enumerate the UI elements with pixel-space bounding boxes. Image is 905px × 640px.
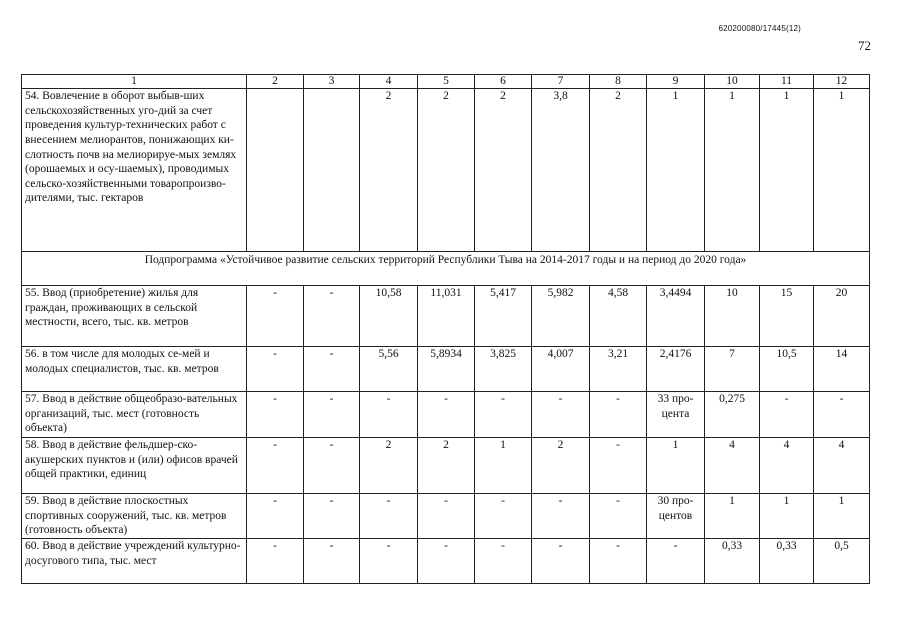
value-cell: - [304,392,360,438]
value-cell: 1 [647,438,705,494]
value-cell: - [590,539,647,584]
value-cell: 11,031 [418,286,475,347]
value-cell: 4,58 [590,286,647,347]
document-number: 620200080/17445(12) [718,24,801,33]
value-cell: - [590,494,647,539]
value-cell: 0,33 [705,539,760,584]
value-cell: 5,982 [532,286,590,347]
subprogram-title: Подпрограмма «Устойчивое развитие сельских территорий Республики Тыва на 2014-2017 годы и на период до 2020 года» [22,252,870,286]
value-cell: - [304,494,360,539]
value-cell: - [418,392,475,438]
table-row [22,392,870,438]
column-header: 5 [418,75,475,89]
table-row [22,438,870,494]
table-row [22,494,870,539]
value-cell: - [532,494,590,539]
value-cell: - [475,392,532,438]
value-cell: - [304,438,360,494]
column-header: 11 [760,75,814,89]
value-cell: - [247,347,304,392]
value-cell: - [304,347,360,392]
value-cell: - [360,494,418,539]
value-cell: 10 [705,286,760,347]
value-cell: 3,4494 [647,286,705,347]
page-number: 72 [858,38,871,53]
value-cell: - [247,494,304,539]
value-cell: - [814,392,870,438]
value-cell: 14 [814,347,870,392]
table-row [22,347,870,392]
value-cell: 2 [360,89,418,252]
column-header: 9 [647,75,705,89]
value-cell: - [532,392,590,438]
value-cell: 4,007 [532,347,590,392]
indicator-description: 59. Ввод в действие плоскостных спортивных сооружений, тыс. кв. метров (готовность объекта) [22,494,247,539]
value-cell: 1 [705,494,760,539]
column-header: 4 [360,75,418,89]
value-cell: 2 [360,438,418,494]
value-cell: 1 [814,89,870,252]
value-cell: - [247,286,304,347]
table-row [22,286,870,347]
value-cell: - [418,494,475,539]
value-cell: 1 [760,494,814,539]
value-cell: 20 [814,286,870,347]
indicator-description: 56. в том числе для молодых се-мей и молодых специалистов, тыс. кв. метров [22,347,247,392]
value-cell: 10,5 [760,347,814,392]
value-cell: 5,417 [475,286,532,347]
value-cell: - [475,539,532,584]
value-cell [304,89,360,252]
value-cell: - [247,539,304,584]
indicator-description: 55. Ввод (приобретение) жилья для граждан, проживающих в сельской местности, всего, тыс. кв. метров [22,286,247,347]
value-cell: - [247,438,304,494]
value-cell: 5,8934 [418,347,475,392]
value-cell: 0,275 [705,392,760,438]
value-cell [247,89,304,252]
value-cell: 5,56 [360,347,418,392]
column-header: 10 [705,75,760,89]
table-header-row [22,75,870,89]
value-cell: - [760,392,814,438]
column-header: 8 [590,75,647,89]
value-cell: 1 [814,494,870,539]
value-cell: 30 про-центов [647,494,705,539]
value-cell: 1 [705,89,760,252]
indicator-description: 60. Ввод в действие учреждений культурно-досугового типа, тыс. мест [22,539,247,584]
value-cell: - [360,539,418,584]
value-cell: - [532,539,590,584]
value-cell: 4 [814,438,870,494]
subprogram-row [22,252,870,286]
value-cell: 10,58 [360,286,418,347]
value-cell: 2 [532,438,590,494]
column-header: 1 [22,75,247,89]
table-row [22,89,870,252]
value-cell: 0,33 [760,539,814,584]
value-cell: 1 [475,438,532,494]
value-cell: 3,21 [590,347,647,392]
value-cell: - [590,392,647,438]
value-cell: - [360,392,418,438]
indicators-table [21,74,870,584]
value-cell: - [304,286,360,347]
column-header: 2 [247,75,304,89]
indicator-description: 58. Ввод в действие фельдшер-ско-акушерских пунктов и (или) офисов врачей общей практики, единиц [22,438,247,494]
value-cell: 2,4176 [647,347,705,392]
value-cell: - [590,438,647,494]
column-header: 3 [304,75,360,89]
value-cell: 2 [418,89,475,252]
value-cell: - [304,539,360,584]
value-cell: - [475,494,532,539]
value-cell: 4 [760,438,814,494]
indicator-description: 57. Ввод в действие общеобразо-вательных организаций, тыс. мест (готовность объекта) [22,392,247,438]
value-cell: 7 [705,347,760,392]
value-cell: 2 [475,89,532,252]
value-cell: 1 [647,89,705,252]
column-header: 12 [814,75,870,89]
value-cell: 3,8 [532,89,590,252]
value-cell: 0,5 [814,539,870,584]
value-cell: - [247,392,304,438]
value-cell: 33 про-цента [647,392,705,438]
value-cell: 3,825 [475,347,532,392]
indicator-description: 54. Вовлечение в оборот выбыв-ших сельскохозяйственных уго-дий за счет проведения культур-технических работ с внесением мелиорантов, понижающих ки-слотность почв на мелиорируе-мых землях (орошаемых и осу-шаемых), проводимых сельско-хозяйственными товаропроизво-дителями, тыс. гектаров [22,89,247,252]
value-cell: 1 [760,89,814,252]
column-header: 6 [475,75,532,89]
value-cell: - [647,539,705,584]
value-cell: 15 [760,286,814,347]
value-cell: 2 [418,438,475,494]
value-cell: - [418,539,475,584]
column-header: 7 [532,75,590,89]
value-cell: 4 [705,438,760,494]
table-row [22,539,870,584]
value-cell: 2 [590,89,647,252]
